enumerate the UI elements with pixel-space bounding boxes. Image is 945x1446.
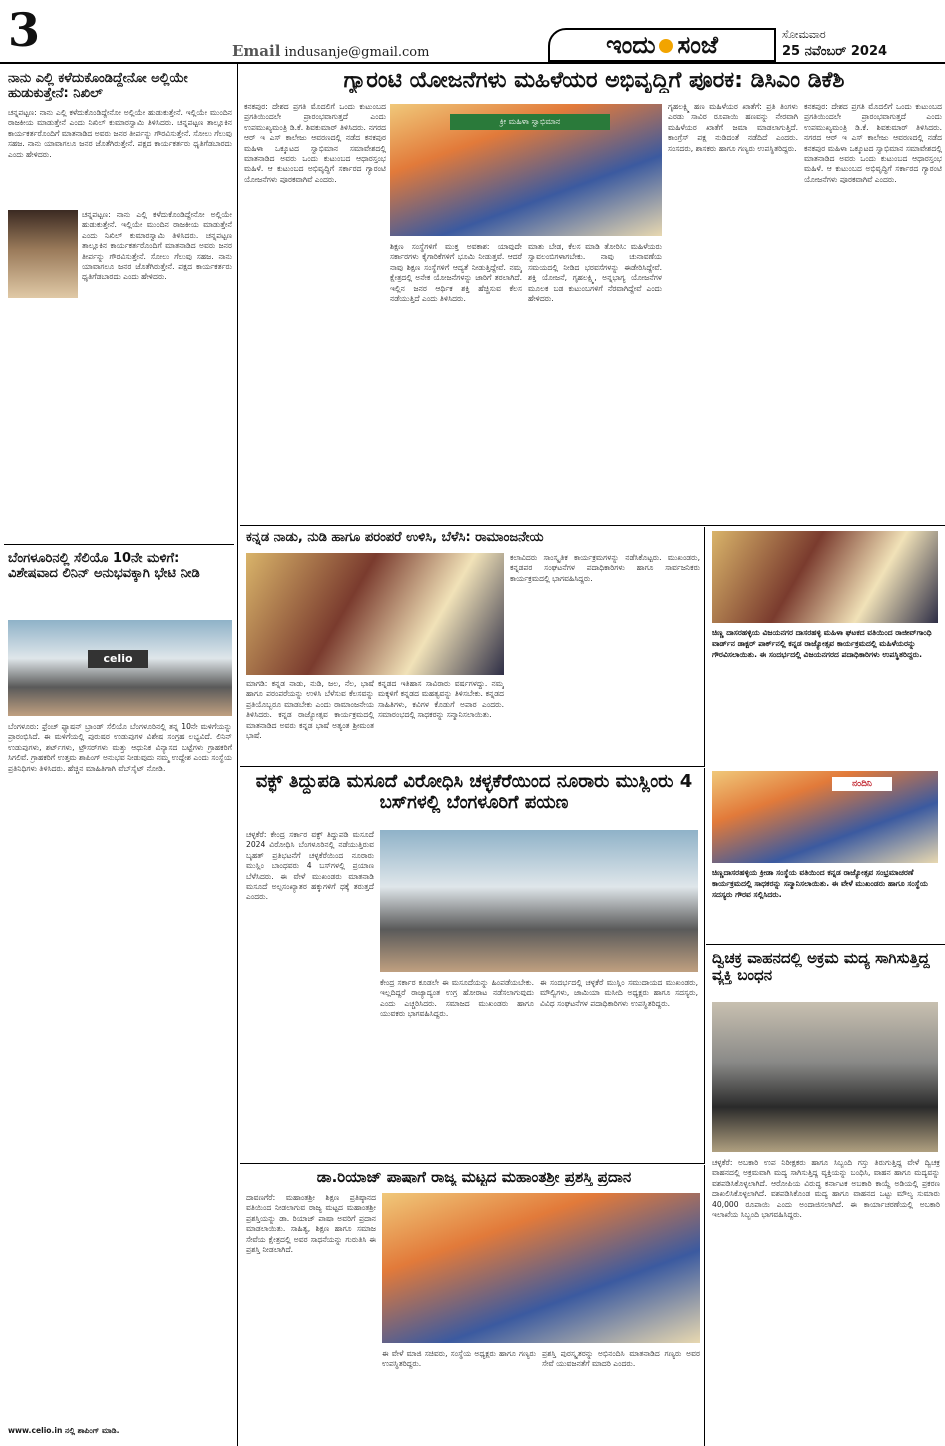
photo-sign: ನಂದಿನಿ: [832, 777, 892, 791]
sports-club-photo: [712, 771, 938, 863]
newspaper-logo: [548, 28, 776, 62]
waqf-story-col1: ಚಳ್ಳಕೆರೆ: ಕೇಂದ್ರ ಸರ್ಕಾರ ವಕ್ಫ್ ತಿದ್ದುಪಡಿ ಮಸೂದೆ 2024 ವಿರೋಧಿಸಿ ಬೆಂಗಳೂರಿನಲ್ಲಿ ನಡೆಯುತ್ತಿರುವ ಬೃಹತ್ ಪ್ರತಿಭಟನೆಗೆ ಚಳ್ಳಕೆರೆಯಿಂದ ನೂರಾರು ಮುಸ್ಲಿಂ ಬಾಂಧವರು 4 ಬಸ್‌ಗಳಲ್ಲಿ ಪ್ರಯಾಣ ಬೆಳೆಸಿದರು. ಈ ವೇಳೆ ಮುಖಂಡರು ಮಾತನಾಡಿ ಮಸೂದೆ ಅಲ್ಪಸಂಖ್ಯಾತರ ಹಕ್ಕುಗಳಿಗೆ ಧಕ್ಕೆ ತರುತ್ತದೆ ಎಂದರು.: [246, 830, 374, 902]
sun-icon: [659, 39, 673, 53]
arrest-story-headline: ದ್ವಿಚಕ್ರ ವಾಹನದಲ್ಲಿ ಅಕ್ರಮ ಮದ್ಯ ಸಾಗಿಸುತ್ತಿದ್ದ ವ್ಯಕ್ತಿ ಬಂಧನ: [712, 950, 930, 985]
award-story: [240, 1165, 705, 1446]
email-line: [232, 42, 429, 60]
main-story-headline: ಗ್ಯಾರಂಟಿ ಯೋಜನೆಗಳು ಮಹಿಳೆಯರ ಅಭಿವೃದ್ಧಿಗೆ ಪೂರಕ: ಡಿಸಿಎಂ ಡಿಕೆಶಿ: [343, 68, 845, 93]
celio-store-photo: [8, 620, 232, 716]
story-nikhil-body-top: ಚನ್ನಪಟ್ಟಣ: ನಾನು ಎಲ್ಲಿ ಕಳೆದುಕೊಂಡಿದ್ದೇನೋ ಅಲ್ಲಿಯೇ ಹುಡುಕುತ್ತೇನೆ. ಇಲ್ಲಿಯೇ ಮುಂದಿನ ರಾಜಕೀಯ ಮಾಡುತ್ತೇನೆ ಎಂದು ನಿಖಿಲ್ ಕುಮಾರಸ್ವಾಮಿ ತಿಳಿಸಿದರು. ಚನ್ನಪಟ್ಟಣ ತಾಲ್ಲೂಕಿನ ಕಾರ್ಯಕರ್ತರೊಂದಿಗೆ ಮಾತನಾಡಿದ ಅವರು ಜನರ ತೀರ್ಪನ್ನು ಗೌರವಿಸುತ್ತೇನೆ. ಸೋಲು ಗೆಲುವು ಸಹಜ. ನಾನು ಯಾವಾಗಲೂ ಜನರ ಜೊತೆಗಿರುತ್ತೇನೆ. ಪಕ್ಷದ ಕಾರ್ಯಕರ್ತರು ಧೃತಿಗೆಡಬಾರದು ಎಂದು ಹೇಳಿದರು.: [8, 108, 232, 159]
kannada-story-col3: ಕಲಾವಿದರು ಸಾಂಸ್ಕೃತಿಕ ಕಾರ್ಯಕ್ರಮಗಳನ್ನು ನಡೆಸಿಕೊಟ್ಟರು. ಮುಖಂಡರು, ಕನ್ನಡಪರ ಸಂಘಟನೆಗಳ ಪದಾಧಿಕಾರಿಗಳು ಹಾಗೂ ಸಾರ್ವಜನಿಕರು ಕಾರ್ಯಕ್ರಮದಲ್ಲಿ ಭಾಗವಹಿಸಿದ್ದರು.: [510, 553, 700, 583]
store-sign: celio: [88, 650, 148, 668]
main-story-col3: ಮಾತು ಬೇಡ, ಕೆಲಸ ಮಾಡಿ ತೋರಿಸಿ: ಮಹಿಳೆಯರು ಸ್ವಾವಲಂಬಿಗಳಾಗಬೇಕು. ನಾವು ಚುನಾವಣೆಯ ಸಮಯದಲ್ಲಿ ನೀಡಿದ ಭರವಸೆಗಳನ್ನು ಈಡೇರಿಸಿದ್ದೇವೆ. ಶಕ್ತಿ ಯೋಜನೆ, ಗೃಹಲಕ್ಷ್ಮಿ, ಅನ್ನಭಾಗ್ಯ ಯೋಜನೆಗಳ ಮೂಲಕ ಬಡ ಕುಟುಂಬಗಳಿಗೆ ನೆರವಾಗಿದ್ದೇವೆ ಎಂದು ಹೇಳಿದರು.: [528, 242, 662, 304]
main-story: [240, 64, 945, 526]
email-address[interactable]: indusanje@gmail.com: [284, 45, 430, 60]
award-story-col2: ಈ ವೇಳೆ ಮಾಜಿ ಸಚಿವರು, ಸಂಸ್ಥೆಯ ಅಧ್ಯಕ್ಷರು ಹಾಗೂ ಗಣ್ಯರು ಉಪಸ್ಥಿತರಿದ್ದರು.: [382, 1349, 536, 1369]
arrest-story-body: ಚಳ್ಳಕೆರೆ: ಅಬಕಾರಿ ಉಪ ನಿರೀಕ್ಷಕರು ಹಾಗೂ ಸಿಬ್ಬಂದಿ ಗಸ್ತು ತಿರುಗುತ್ತಿದ್ದ ವೇಳೆ ದ್ವಿಚಕ್ರ ವಾಹನದಲ್ಲಿ ಅಕ್ರಮವಾಗಿ ಮದ್ಯ ಸಾಗಿಸುತ್ತಿದ್ದ ವ್ಯಕ್ತಿಯನ್ನು ಬಂಧಿಸಿ, ವಾಹನ ಹಾಗೂ ಮದ್ಯವನ್ನು ವಶಪಡಿಸಿಕೊಳ್ಳಲಾಗಿದೆ. ಆರೋಪಿಯ ವಿರುದ್ಧ ಕರ್ನಾಟಕ ಅಬಕಾರಿ ಕಾಯ್ದೆ ಅಡಿಯಲ್ಲಿ ಪ್ರಕರಣ ದಾಖಲಿಸಿಕೊಳ್ಳಲಾಗಿದೆ. ವಶಪಡಿಸಿಕೊಂಡ ಮದ್ಯ ಹಾಗೂ ವಾಹನದ ಒಟ್ಟು ಮೌಲ್ಯ ಸುಮಾರು 40,000 ರೂಪಾಯಿ ಎಂದು ಅಂದಾಜಿಸಲಾಗಿದೆ. ಈ ಕಾರ್ಯಾಚರಣೆಯಲ್ಲಿ ಅಬಕಾರಿ ಇಲಾಖೆಯ ಸಿಬ್ಬಂದಿ ಭಾಗವಹಿಸಿದ್ದರು.: [712, 1158, 940, 1220]
sports-club-caption: ಚಿಣ್ಣದಾಸರಹಳ್ಳಿಯ ಕ್ರೀಡಾ ಸಂಸ್ಥೆಯ ವತಿಯಿಂದ ಕನ್ನಡ ರಾಜ್ಯೋತ್ಸವ ಸಂಭ್ರಮಾಚರಣೆ ಕಾರ್ಯಕ್ರಮದಲ್ಲಿ ಸಾಧಕರನ್ನು ಸನ್ಮಾನಿಸಲಾಯಿತು. ಈ ವೇಳೆ ಮುಖಂಡರು ಹಾಗೂ ಸಂಸ್ಥೆಯ ಸದಸ್ಯರು ಗೌರವ ಸಲ್ಲಿಸಿದರು.: [712, 868, 929, 899]
arrest-story: [706, 946, 945, 1446]
kannada-story-col2: ಕನ್ನಡದ ಇತಿಹಾಸ ಸಾವಿರಾರು ವರ್ಷಗಳದ್ದು. ನಮ್ಮ ಮಕ್ಕಳಿಗೆ ಕನ್ನಡದ ಮಹತ್ವವನ್ನು ತಿಳಿಸಬೇಕು. ಕನ್ನಡದ ಸಾಹಿತಿಗಳು, ಕವಿಗಳ ಕೊಡುಗೆ ಅಪಾರ ಎಂದರು. ಸಮಾರಂಭದಲ್ಲಿ ಸಾಧಕರನ್ನು ಸನ್ಮಾನಿಸಲಾಯಿತು.: [378, 679, 504, 720]
left-column: [0, 64, 238, 1446]
award-story-headline: ಡಾ.ರಿಯಾಜ್ ಪಾಷಾಗೆ ರಾಜ್ಯ ಮಟ್ಟದ ಮಹಾಂತಶ್ರೀ ಪ್ರಶಸ್ತಿ ಪ್ರದಾನ: [316, 1169, 632, 1186]
nikhil-photo: [8, 210, 78, 298]
main-story-col5: ಕನಕಪುರ: ದೇಶದ ಪ್ರಗತಿ ಮೊದಲಿಗೆ ಒಂದು ಕುಟುಂಬದ ಪ್ರಗತಿಯಿಂದಲೇ ಪ್ರಾರಂಭವಾಗುತ್ತದೆ ಎಂದು ಉಪಮುಖ್ಯಮಂತ್ರಿ ಡಿ.ಕೆ. ಶಿವಕುಮಾರ್ ತಿಳಿಸಿದರು. ನಗರದ ಆರ್ ಇ ಎಸ್ ಕಾಲೇಜು ಆವರಣದಲ್ಲಿ ನಡೆದ ಕನಕಪುರ ಮಹಿಳಾ ಒಕ್ಕೂಟದ ಸ್ವಾಭಿಮಾನ ಸಮಾವೇಶದಲ್ಲಿ ಮಾತನಾಡಿದ ಅವರು ಒಂದು ಕುಟುಂಬದ ಆಧಾರಸ್ತಂಭ ಮಹಿಳೆ. ಆ ಕುಟುಂಬದ ಅಭಿವೃದ್ಧಿಗೆ ಸರ್ಕಾರದ ಗ್ಯಾರಂಟಿ ಯೋಜನೆಗಳು ಪೂರಕವಾಗಿವೆ ಎಂದರು.: [804, 102, 942, 184]
logo-text-left: ಇಂದು: [606, 31, 656, 59]
date-label: 25 ನವೆಂಬರ್ 2024: [782, 44, 888, 59]
celio-url[interactable]: www.celio.in ನಲ್ಲಿ ಶಾಪಿಂಗ್ ಮಾಡಿ.: [8, 1426, 120, 1435]
waqf-story-col2: ಕೇಂದ್ರ ಸರ್ಕಾರ ಕೂಡಲೇ ಈ ಮಸೂದೆಯನ್ನು ಹಿಂಪಡೆಯಬೇಕು. ಇಲ್ಲದಿದ್ದರೆ ರಾಜ್ಯಾದ್ಯಂತ ಉಗ್ರ ಹೋರಾಟ ನಡೆಸಲಾಗುವುದು ಎಂದು ಎಚ್ಚರಿಸಿದರು. ಸಮಾಜದ ಮುಖಂಡರು ಹಾಗೂ ಯುವಕರು ಭಾಗವಹಿಸಿದ್ದರು.: [380, 978, 534, 1019]
main-story-col4: ಗೃಹಲಕ್ಷ್ಮಿ ಹಣ ಮಹಿಳೆಯರ ಖಾತೆಗೆ: ಪ್ರತಿ ತಿಂಗಳು ಎರಡು ಸಾವಿರ ರೂಪಾಯಿ ಹಣವನ್ನು ನೇರವಾಗಿ ಮಹಿಳೆಯರ ಖಾತೆಗೆ ಜಮಾ ಮಾಡಲಾಗುತ್ತಿದೆ. ಕಾಂಗ್ರೆಸ್ ಪಕ್ಷ ನುಡಿದಂತೆ ನಡೆದಿದೆ ಎಂದರು. ಸಂಸದರು, ಶಾಸಕರು ಹಾಗೂ ಗಣ್ಯರು ಉಪಸ್ಥಿತರಿದ್ದರು.: [668, 102, 798, 153]
main-story-col1: ಕನಕಪುರ: ದೇಶದ ಪ್ರಗತಿ ಮೊದಲಿಗೆ ಒಂದು ಕುಟುಂಬದ ಪ್ರಗತಿಯಿಂದಲೇ ಪ್ರಾರಂಭವಾಗುತ್ತದೆ ಎಂದು ಉಪಮುಖ್ಯಮಂತ್ರಿ ಡಿ.ಕೆ. ಶಿವಕುಮಾರ್ ತಿಳಿಸಿದರು. ನಗರದ ಆರ್ ಇ ಎಸ್ ಕಾಲೇಜು ಆವರಣದಲ್ಲಿ ನಡೆದ ಕನಕಪುರ ಮಹಿಳಾ ಒಕ್ಕೂಟದ ಸ್ವಾಭಿಮಾನ ಸಮಾವೇಶದಲ್ಲಿ ಮಾತನಾಡಿದ ಅವರು ಒಂದು ಕುಟುಂಬದ ಆಧಾರಸ್ತಂಭ ಮಹಿಳೆ. ಆ ಕುಟುಂಬದ ಅಭಿವೃದ್ಧಿಗೆ ಸರ್ಕಾರದ ಗ್ಯಾರಂಟಿ ಯೋಜನೆಗಳು ಪೂರಕವಾಗಿವೆ ಎಂದರು.: [244, 102, 386, 184]
page-number: 3: [8, 4, 41, 56]
photo-banner: ಕ್ರೀ ಮಹಿಳಾ ಸ್ವಾಭಿಮಾನ: [450, 114, 610, 130]
womens-wing-photo: [712, 531, 938, 623]
waqf-story-col3: ಈ ಸಂದರ್ಭದಲ್ಲಿ ಚಳ್ಳಕೆರೆ ಮುಸ್ಲಿಂ ಸಮುದಾಯದ ಮುಖಂಡರು, ಮೌಲ್ವಿಗಳು, ಜಾಮಿಯಾ ಮಸೀದಿ ಅಧ್ಯಕ್ಷರು ಹಾಗೂ ಸದಸ್ಯರು, ವಿವಿಧ ಸಂಘಟನೆಗಳ ಪದಾಧಿಕಾರಿಗಳು ಉಪಸ್ಥಿತರಿದ್ದರು.: [540, 978, 698, 1008]
day-label: ಸೋಮವಾರ: [782, 28, 826, 41]
buses-photo: [380, 830, 698, 972]
womens-wing-caption: ಚಿಣ್ಣ ದಾಸರಹಳ್ಳಿಯ ವಿಜಯನಗರ ದಾಸರಹಳ್ಳಿ ಮಹಿಳಾ ಘಟಕದ ವತಿಯಿಂದ ರಾಜೀವ್‌ಗಾಂಧಿ ವಾರ್ಡ್‌ನ ಡಾಕ್ಟರ್ ಪಾರ್ಕ್‌ನಲ್ಲಿ ಕನ್ನಡ ರಾಜ್ಯೋತ್ಸವ ಕಾರ್ಯಕ್ರಮದಲ್ಲಿ ಮಹಿಳೆಯರನ್ನು ಗೌರವಿಸಲಾಯಿತು. ಈ ಸಂದರ್ಭದಲ್ಲಿ ವಿಜಯನಗರದ ಪದಾಧಿಕಾರಿಗಳು ಉಪಸ್ಥಿತರಿದ್ದರು.: [712, 628, 932, 659]
kannada-event-photo: [246, 553, 504, 675]
award-story-col1: ದಾವಣಗೆರೆ: ಮಹಾಂತಶ್ರೀ ಶಿಕ್ಷಣ ಪ್ರತಿಷ್ಠಾನದ ವತಿಯಿಂದ ನೀಡಲಾಗುವ ರಾಜ್ಯ ಮಟ್ಟದ ಮಹಾಂತಶ್ರೀ ಪ್ರಶಸ್ತಿಯನ್ನು ಡಾ. ರಿಯಾಜ್ ಪಾಷಾ ಅವರಿಗೆ ಪ್ರದಾನ ಮಾಡಲಾಯಿತು. ಸಾಹಿತ್ಯ, ಶಿಕ್ಷಣ ಹಾಗೂ ಸಮಾಜ ಸೇವೆಯ ಕ್ಷೇತ್ರದಲ್ಲಿ ಅವರ ಸಾಧನೆಯನ್ನು ಗುರುತಿಸಿ ಈ ಪ್ರಶಸ್ತಿ ನೀಡಲಾಗಿದೆ.: [246, 1193, 376, 1255]
email-label: Email: [232, 42, 281, 60]
story-celio-body: ಬೆಂಗಳೂರು: ಫ್ರೆಂಚ್ ಫ್ಯಾಷನ್ ಬ್ರಾಂಡ್ ಸೆಲಿಯೊ ಬೆಂಗಳೂರಿನಲ್ಲಿ ತನ್ನ 10ನೇ ಮಳಿಗೆಯನ್ನು ಪ್ರಾರಂಭಿಸಿದೆ. ಈ ಮಳಿಗೆಯಲ್ಲಿ ಪುರುಷರ ಉಡುಪುಗಳ ವಿಶೇಷ ಸಂಗ್ರಹ ಲಭ್ಯವಿದೆ. ಲಿನಿನ್ ಉಡುಪುಗಳು, ಶರ್ಟ್‌ಗಳು, ಟ್ರೌಸರ್‌ಗಳು ಮತ್ತು ಆಧುನಿಕ ವಿನ್ಯಾಸದ ಬಟ್ಟೆಗಳು ಗ್ರಾಹಕರಿಗೆ ಸಿಗಲಿವೆ. ಗ್ರಾಹಕರಿಗೆ ಉತ್ತಮ ಶಾಪಿಂಗ್ ಅನುಭವ ನೀಡುವುದು ನಮ್ಮ ಉದ್ದೇಶ ಎಂದು ಸಂಸ್ಥೆಯ ಪ್ರತಿನಿಧಿಗಳು ತಿಳಿಸಿದರು. ಹೆಚ್ಚಿನ ಮಾಹಿತಿಗಾಗಿ ವೆಬ್‌ಸೈಟ್ ನೋಡಿ.: [8, 722, 232, 773]
main-story-col2: ಶಿಕ್ಷಣ ಸಂಸ್ಥೆಗಳಿಗೆ ಮುಕ್ತ ಅವಕಾಶ: ಯಾವುದೇ ಸರ್ಕಾರಗಳು ಕೈಗಾರಿಕೆಗಳಿಗೆ ಭೂಮಿ ನೀಡುತ್ತವೆ. ಆದರೆ ನಾವು ಶಿಕ್ಷಣ ಸಂಸ್ಥೆಗಳಿಗೆ ಆದ್ಯತೆ ನೀಡುತ್ತಿದ್ದೇವೆ. ನಮ್ಮ ಕ್ಷೇತ್ರದಲ್ಲಿ ಅನೇಕ ಯೋಜನೆಗಳನ್ನು ಜಾರಿಗೆ ತರಲಾಗಿದೆ. ಇಲ್ಲಿನ ಜನರ ಆರ್ಥಿಕ ಶಕ್ತಿ ಹೆಚ್ಚಿಸುವ ಕೆಲಸ ನಡೆಯುತ್ತಿದೆ ಎಂದು ತಿಳಿಸಿದರು.: [390, 242, 522, 304]
story-nikhil-body: ಚನ್ನಪಟ್ಟಣ: ನಾನು ಎಲ್ಲಿ ಕಳೆದುಕೊಂಡಿದ್ದೇನೋ ಅಲ್ಲಿಯೇ ಹುಡುಕುತ್ತೇನೆ. ಇಲ್ಲಿಯೇ ಮುಂದಿನ ರಾಜಕೀಯ ಮಾಡುತ್ತೇನೆ ಎಂದು ನಿಖಿಲ್ ಕುಮಾರಸ್ವಾಮಿ ತಿಳಿಸಿದರು. ಚನ್ನಪಟ್ಟಣ ತಾಲ್ಲೂಕಿನ ಕಾರ್ಯಕರ್ತರೊಂದಿಗೆ ಮಾತನಾಡಿದ ಅವರು ಜನರ ತೀರ್ಪನ್ನು ಗೌರವಿಸುತ್ತೇನೆ. ಸೋಲು ಗೆಲುವು ಸಹಜ. ನಾನು ಯಾವಾಗಲೂ ಜನರ ಜೊತೆಗಿರುತ್ತೇನೆ. ಪಕ್ಷದ ಕಾರ್ಯಕರ್ತರು ಧೃತಿಗೆಡಬಾರದು ಎಂದು ಹೇಳಿದರು.: [82, 210, 232, 282]
logo-text-right: ಸಂಜೆ: [677, 31, 718, 59]
waqf-story-headline: ವಕ್ಫ್ ತಿದ್ದುಪಡಿ ಮಸೂದೆ ವಿರೋಧಿಸಿ ಚಳ್ಳಕೆರೆಯಿಂದ ನೂರಾರು ಮುಸ್ಲಿಂರು 4 ಬಸ್‌ಗಳಲ್ಲಿ ಬೆಂಗಳೂರಿಗೆ ಪಯಣ: [255, 772, 693, 813]
kannada-story-headline: ಕನ್ನಡ ನಾಡು, ನುಡಿ ಹಾಗೂ ಪರಂಪರೆ ಉಳಿಸಿ, ಬೆಳೆಸಿ: ರಾಮಾಂಜನೇಯ: [246, 531, 544, 545]
story-nikhil-headline: ನಾನು ಎಲ್ಲಿ ಕಳೆದುಕೊಂಡಿದ್ದೇನೋ ಅಲ್ಲಿಯೇ ಹುಡುಕುತ್ತೇನೆ: ನಿಖಿಲ್: [8, 72, 188, 101]
kannada-story: [240, 527, 705, 767]
award-photo: [382, 1193, 700, 1343]
waqf-story: [240, 768, 705, 1164]
right-photo-box: [706, 527, 945, 945]
arrest-photo: [712, 1002, 938, 1152]
award-story-col3: ಪ್ರಶಸ್ತಿ ಪುರಸ್ಕೃತರನ್ನು ಅಭಿನಂದಿಸಿ ಮಾತನಾಡಿದ ಗಣ್ಯರು ಅವರ ಸೇವೆ ಯುವಜನತೆಗೆ ಮಾದರಿ ಎಂದರು.: [542, 1349, 700, 1369]
story-celio-headline: ಬೆಂಗಳೂರಿನಲ್ಲಿ ಸೆಲಿಯೊ 10ನೇ ಮಳಿಗೆ: ವಿಶೇಷವಾದ ಲಿನಿನ್ ಅನುಭವಕ್ಕಾಗಿ ಭೇಟಿ ನೀಡಿ: [8, 552, 200, 581]
kannada-story-col1: ಮಾಗಡಿ: ಕನ್ನಡ ನಾಡು, ನುಡಿ, ಜಲ, ನೆಲ, ಭಾಷೆ ಹಾಗೂ ಪರಂಪರೆಯನ್ನು ಉಳಿಸಿ ಬೆಳೆಸುವ ಕೆಲಸವನ್ನು ಪ್ರತಿಯೊಬ್ಬರೂ ಮಾಡಬೇಕು ಎಂದು ರಾಮಾಂಜನೇಯ ತಿಳಿಸಿದರು. ಕನ್ನಡ ರಾಜ್ಯೋತ್ಸವ ಕಾರ್ಯಕ್ರಮದಲ್ಲಿ ಮಾತನಾಡಿದ ಅವರು ಕನ್ನಡ ಭಾಷೆ ಅತ್ಯಂತ ಶ್ರೀಮಂತ ಭಾಷೆ.: [246, 679, 374, 741]
masthead: [0, 0, 945, 64]
main-story-photo: [390, 104, 662, 236]
